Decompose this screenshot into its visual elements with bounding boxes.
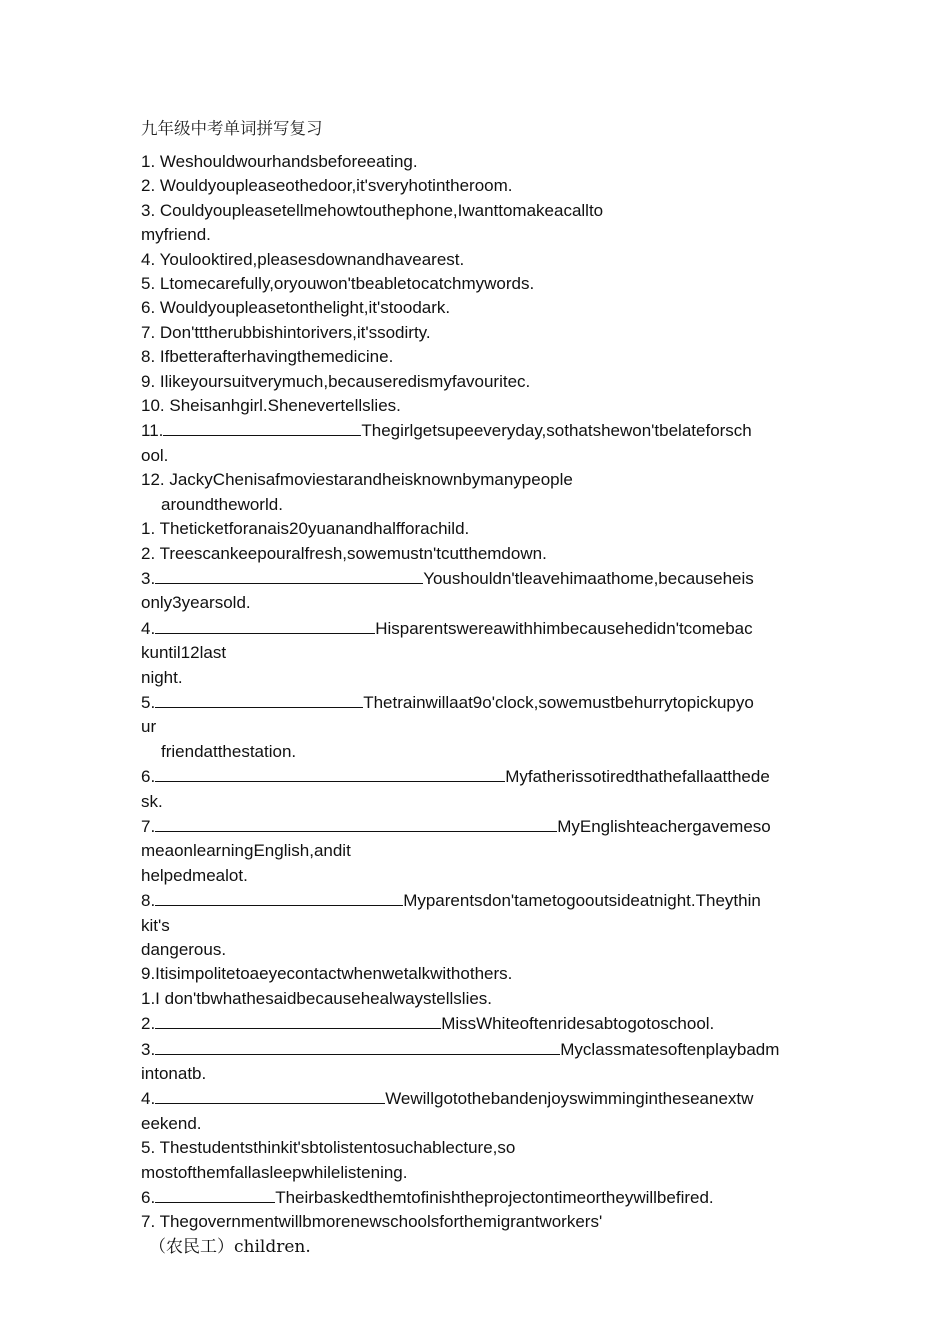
page-title: 九年级中考单词拼写复习 [141, 119, 323, 138]
worksheet [141, 116, 821, 1259]
list-item: 5. Ltomecarefully,oryouwon'tbeabletocatchmywords. [141, 274, 535, 294]
list-item: 2. Wouldyoupleaseothedoor,it'sveryhotintheroom. [141, 176, 513, 196]
item-text: Thegirlgetsupeeveryday,sothatshewon'tbelateforsch [361, 421, 752, 441]
list-item: 7. Don'tttherubbishintorivers,it'ssodirty. [141, 322, 431, 342]
answer-blank[interactable] [155, 616, 375, 634]
answer-blank[interactable] [155, 1086, 385, 1104]
list-item: 10. Sheisanhgirl.Shenevertellslies. [141, 396, 401, 416]
item-text: Hisparentswereawithhimbecausehedidn'tcomebac [375, 618, 753, 638]
list-item: ur [141, 717, 157, 737]
list-item: 6. Wouldyoupleasetonthelight,it'stoodark. [141, 298, 451, 318]
list-item: friendatthestation. [161, 741, 297, 761]
list-item [141, 566, 821, 591]
list-item [141, 418, 821, 443]
item-text: Myclassmatesoftenplaybadm [560, 1039, 780, 1059]
item-text: Thetrainwillaat9o'clock,sowemustbehurrytopickupyo [363, 692, 754, 712]
answer-blank[interactable] [155, 566, 423, 584]
list-item: myfriend. [141, 225, 211, 245]
list-item: night. [141, 667, 183, 687]
list-item: sk. [141, 791, 163, 811]
item-number: 5. [141, 692, 156, 712]
list-item: 2. Treescankeepouralfresh,sowemustn'tcutthemdown. [141, 543, 547, 563]
answer-blank[interactable] [155, 1011, 441, 1029]
list-item [141, 764, 821, 789]
list-item: 12. JackyChenisafmoviestarandheisknownbymanypeople [141, 470, 573, 490]
item-text: Myfatherissotiredthathefallaatthede [505, 767, 770, 787]
list-item: aroundtheworld. [161, 494, 283, 514]
item-number: 4. [141, 618, 156, 638]
list-item: eekend. [141, 1113, 202, 1133]
list-item: 5. Thestudentsthinkit'sbtolistentosuchablecture,so [141, 1138, 516, 1158]
item-number: 11. [141, 421, 164, 441]
item-number: 4. [141, 1089, 156, 1109]
list-item: only3yearsold. [141, 593, 251, 613]
item-text: Youshouldn'tleavehimaathome,becauseheis [423, 568, 754, 588]
item-text: Theirbaskedthemtofinishtheprojectontimeortheywillbefired. [275, 1188, 714, 1208]
answer-blank[interactable] [155, 690, 363, 708]
list-item [141, 1011, 821, 1036]
answer-blank[interactable] [155, 888, 403, 906]
list-item [141, 1086, 821, 1111]
answer-blank[interactable] [155, 764, 505, 782]
list-item: 4. Youlooktired,pleasesdownandhavearest. [141, 249, 465, 269]
list-item [141, 690, 821, 715]
list-item: （农民工）children. [149, 1236, 311, 1257]
list-item: 9.Itisimpolitetoaeyecontactwhenwetalkwithothers. [141, 964, 513, 984]
item-text: Myparentsdon'tametogooutsideatnight.Theythin [403, 891, 761, 911]
list-item: 1. Weshouldwourhandsbeforeeating. [141, 152, 418, 171]
answer-blank[interactable] [155, 814, 557, 832]
answer-blank[interactable] [155, 1185, 275, 1203]
list-item: helpedmealot. [141, 865, 248, 885]
list-item: 9. Ilikeyoursuitverymuch,becauseredismyfavouritec. [141, 371, 531, 391]
list-item [141, 616, 821, 641]
item-text: Wewillgotothebandenjoyswimmingintheseanextw [385, 1089, 754, 1109]
answer-blank[interactable] [155, 1037, 560, 1055]
list-item: mostofthemfallasleepwhilelistening. [141, 1162, 408, 1182]
list-item: 7. Thegovernmentwillbmorenewschoolsforthemigrantworkers' [141, 1212, 603, 1232]
list-item [141, 814, 821, 839]
list-item: 3. Couldyoupleasetellmehowtouthephone,Iwanttomakeacallto [141, 200, 604, 220]
answer-blank[interactable] [163, 418, 361, 436]
list-item: dangerous. [141, 940, 227, 959]
list-item: 1.I don'tbwhathesaidbecausehealwaystellslies. [141, 988, 493, 1008]
list-item: ool. [141, 445, 169, 465]
item-number: 3. [141, 1039, 156, 1059]
item-number: 2. [141, 1014, 156, 1034]
item-text: MyEnglishteachergavemeso [557, 816, 771, 836]
item-number: 6. [141, 767, 156, 787]
list-item: meaonlearningEnglish,andit [141, 841, 351, 861]
list-item: 1. Theticketforanais20yuanandhalfforachild. [141, 519, 470, 539]
list-item: kit's [141, 915, 170, 935]
list-item: kuntil12last [141, 643, 227, 663]
list-item: intonatb. [141, 1064, 207, 1084]
list-item [141, 888, 821, 913]
list-item [141, 1037, 821, 1062]
item-number: 8. [141, 891, 156, 911]
item-number: 6. [141, 1188, 156, 1208]
item-number: 7. [141, 816, 156, 836]
item-number: 3. [141, 568, 156, 588]
item-text: MissWhiteoftenridesabtogotoschool. [441, 1014, 715, 1034]
list-item [141, 1185, 821, 1210]
list-item: 8. Ifbetterafterhavingthemedicine. [141, 347, 394, 367]
